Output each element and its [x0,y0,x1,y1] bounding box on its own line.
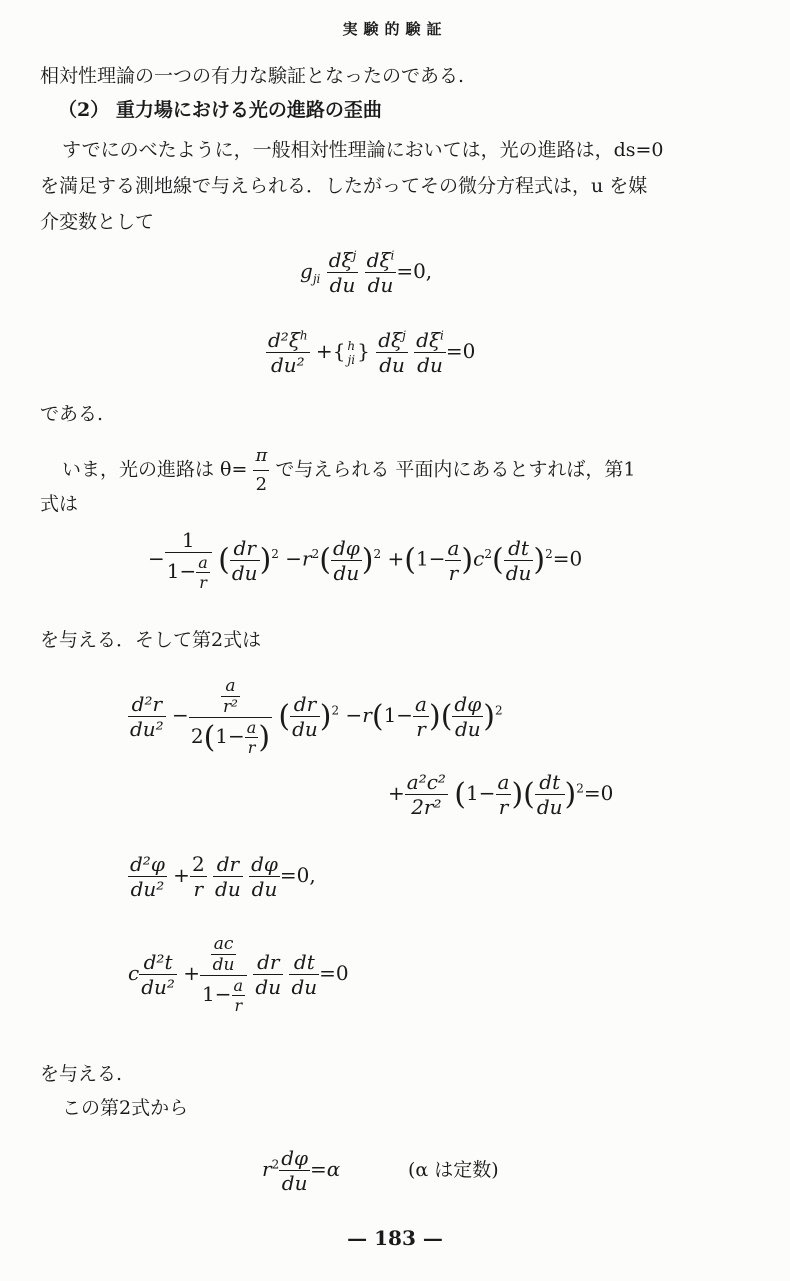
text-line-7: いま，光の進路は θ= $\frac{\pi}{2}$ で与えられる 平面内にあるとすれば，第1 [62,442,635,499]
text-line-7a: いま，光の進路は θ= [62,458,248,481]
text-line-5: 介変数として [40,211,155,233]
text-line-8: 式は [40,493,79,515]
section-heading: （2） 重力場における光の進路の歪曲 [58,99,382,121]
page-number: — 183 — [347,1226,443,1250]
equation-angular-momentum: $r^2$ $\frac{d\varphi}{du}$ =α [262,1146,341,1195]
text-line-4: を満足する測地線で与えられる．したがってその微分方程式は，u を媒 [40,175,648,197]
equation-geodesic-norm: $g_{ji}$ $\frac{d\xi^j}{du}$ $\frac{d\xi^i}{du}$ =0, [300,248,433,297]
equation-second-b: + $\frac{\text{a²c²}}{\text{2r²}}$ (1− $\frac{a}{r}$ )( $\frac{dt}{du}$ )$^2$=0 [388,770,614,819]
equation-first: − 1 1− $\frac{a}{r}$ ( $\frac{dr}{du}$ )$^2 -r^2$( $\frac{d\varphi}{du}$ )$^2$ +(1− $\frac{a}{r}$ )$c^2$( $\frac{dt}{du}$ )$^2$=0 [148,528,583,592]
text-line-7b: で与えられる 平面内にあるとすれば，第1 [275,458,636,481]
text-line-11: この第2式から [62,1097,189,1119]
text-line-6: である. [40,403,104,425]
running-header: 実験的験証 [342,20,448,38]
equation-geodesic: $\frac{d^2\xi^h}{\text{du²}}$ +{ h ji } $\frac{d\xi^j}{du}$ $\frac{d\xi^i}{du}$ =0 [268,328,476,377]
text-line-9: を与える．そして第2式は [40,629,262,651]
equation-third: $\frac{\text{d²φ}}{\text{du²}}$ + $\frac{2}{r}$ $\frac{dr}{du}$ $\frac{d\varphi}{du}$ =0, [130,852,316,901]
text-line-10: を与える. [40,1063,123,1085]
constant-note: (α は定数) [408,1159,499,1181]
equation-fourth: c $\frac{\text{d²t}}{\text{du²}}$ + $\frac{ac}{du}$ 1− $\frac{a}{r}$ $\frac{dr}{du}$ $\frac{dt}{du}$ =0 [128,934,349,1015]
text-line-1: 相対性理論の一つの有力な験証となったのである. [40,65,465,87]
text-line-3: すでにのべたように，一般相対性理論においては，光の進路は，ds=0 [62,139,664,161]
equation-second-a: $\frac{\text{d²r}}{\text{du²}}$ − $\frac{a}{\text{r²}}$ 2(1− $\frac{a}{r}$ ) ( $\frac{dr}{du}$ )$^2$ −r(1− $\frac{a}{r}$ )( $\frac{d\varphi}{du}$ )$^2$ [130,676,503,757]
